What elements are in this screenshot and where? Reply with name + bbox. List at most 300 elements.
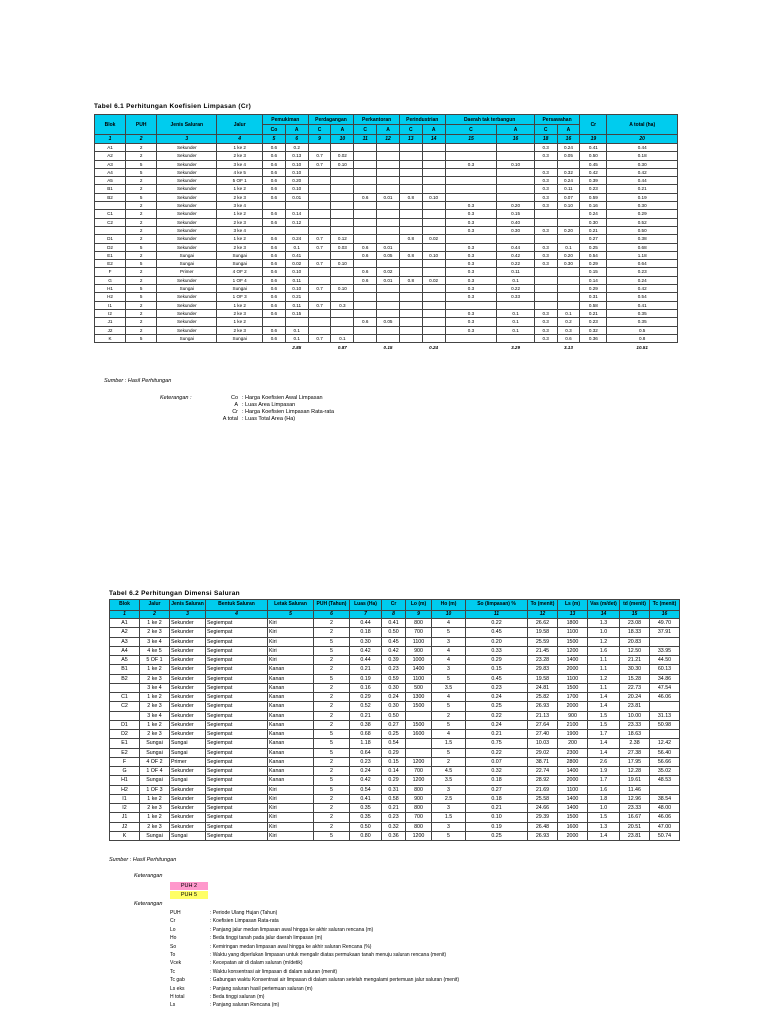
table-cell xyxy=(399,301,422,309)
table-cell: 0.5 xyxy=(607,326,678,334)
table2-header: To (menit) xyxy=(528,600,558,611)
table2-header: Ls (m) xyxy=(558,600,588,611)
table-cell: 29.02 xyxy=(528,748,558,757)
table-cell xyxy=(557,235,580,243)
legend-key: Lo xyxy=(170,926,176,933)
table-cell xyxy=(308,168,331,176)
legend-item xyxy=(180,416,334,423)
table-cell: 1.4 xyxy=(588,748,620,757)
table-cell: 0.1 xyxy=(497,326,534,334)
header-blok: Blok xyxy=(95,115,126,135)
table-cell: 700 xyxy=(406,767,432,776)
table-cell: 0.22 xyxy=(466,748,528,757)
table-cell: 0.38 xyxy=(607,235,678,243)
table-cell: 0.41 xyxy=(580,144,607,152)
table-cell: 0.16 xyxy=(350,683,382,692)
header-perdagangan: Perdagangan xyxy=(308,115,354,125)
table-cell xyxy=(377,334,400,342)
table-cell xyxy=(377,285,400,293)
table-cell: 26.62 xyxy=(528,619,558,628)
table-cell xyxy=(285,318,308,326)
table-cell: 0.41 xyxy=(285,251,308,259)
table-cell: 0.25 xyxy=(466,831,528,840)
table-cell: 0.54 xyxy=(607,293,678,301)
table-cell: 4 xyxy=(432,646,466,655)
table-cell xyxy=(354,226,377,234)
table-cell xyxy=(377,185,400,193)
table-cell: 4.5 xyxy=(432,767,466,776)
table-cell: Segiempat xyxy=(206,628,268,637)
table-cell: 0.3 xyxy=(445,243,497,251)
table-cell: 0.6 xyxy=(263,168,286,176)
table-cell: 1500 xyxy=(406,702,432,711)
table-cell: 0.24 xyxy=(382,693,406,702)
table-cell: 0.3 xyxy=(445,260,497,268)
table-cell: 0.68 xyxy=(607,243,678,251)
table-cell: 1 ke 2 xyxy=(217,144,263,152)
table-row xyxy=(95,251,678,259)
table-cell: 1100 xyxy=(406,674,432,683)
table2-header: Cr xyxy=(382,600,406,611)
table-cell: 0.29 xyxy=(580,260,607,268)
table1-source: Sumber : Hasil Perhitungan xyxy=(104,378,172,384)
table-cell: 48.00 xyxy=(650,804,680,813)
table-cell: 0.03 xyxy=(331,243,354,251)
table-cell: 1.5 xyxy=(588,711,620,720)
table-cell: 500 xyxy=(406,683,432,692)
table-cell xyxy=(354,309,377,317)
table-cell: 0.3 xyxy=(534,202,557,210)
table-cell: 1600 xyxy=(558,822,588,831)
table-cell: 0.58 xyxy=(580,301,607,309)
table-cell xyxy=(422,144,445,152)
column-number: 12 xyxy=(528,611,558,619)
table1-title: Tabel 6.1 Perhitungan Koefisien Limpasan (Cr) xyxy=(94,103,252,110)
table-cell: 3 ke 4 xyxy=(217,202,263,210)
table-cell xyxy=(497,185,534,193)
table2-legend-title2: Keterangan xyxy=(134,901,163,907)
table-cell: C1 xyxy=(95,210,126,218)
total-cell: 10.51 xyxy=(636,344,648,350)
table-cell: 0.3 xyxy=(534,309,557,317)
table-cell: 0.29 xyxy=(466,656,528,665)
table-cell: 0.16 xyxy=(580,202,607,210)
table-cell: 25.58 xyxy=(528,794,558,803)
table-cell xyxy=(377,218,400,226)
table-cell: 0.7 xyxy=(308,235,331,243)
table-cell: 0.23 xyxy=(580,318,607,326)
table-cell: 1200 xyxy=(558,646,588,655)
table-cell xyxy=(445,152,497,160)
table2-header: Bentuk Saluran xyxy=(206,600,268,611)
table-cell: 0.75 xyxy=(466,739,528,748)
total-cell xyxy=(534,343,557,352)
table-cell xyxy=(406,748,432,757)
table-cell: 0.42 xyxy=(607,168,678,176)
table-cell xyxy=(497,334,534,342)
table-cell: 0.15 xyxy=(285,309,308,317)
table-cell: 0.20 xyxy=(497,202,534,210)
table-cell: 0.02 xyxy=(285,260,308,268)
table-cell: 0.22 xyxy=(466,711,528,720)
table-cell: 0.33 xyxy=(497,293,534,301)
table-cell: 56.66 xyxy=(650,757,680,766)
table-cell: 0.29 xyxy=(382,776,406,785)
legend-key: Ls eks xyxy=(170,985,185,992)
table-cell xyxy=(422,218,445,226)
table-cell: Sungai xyxy=(140,739,170,748)
table-cell: 0.27 xyxy=(382,720,406,729)
table-row xyxy=(95,193,678,201)
table-cell: 2 xyxy=(314,683,350,692)
table-cell: A5 xyxy=(95,177,126,185)
table-cell: 38.71 xyxy=(528,757,558,766)
table-cell xyxy=(445,168,497,176)
table-row xyxy=(110,730,680,739)
table-cell xyxy=(534,160,557,168)
table-cell: 0.54 xyxy=(382,739,406,748)
table-cell: Segiempat xyxy=(206,619,268,628)
table-cell: 0.7 xyxy=(308,152,331,160)
table-cell xyxy=(422,309,445,317)
table-cell: 0.7 xyxy=(308,243,331,251)
table-cell: Sekunder xyxy=(157,152,217,160)
total-cell xyxy=(445,343,497,352)
table-cell: 0.3 xyxy=(534,226,557,234)
table-cell: 1100 xyxy=(558,674,588,683)
table-cell: 0.3 xyxy=(534,152,557,160)
table-cell: 0.3 xyxy=(534,185,557,193)
table-cell: 0.50 xyxy=(382,711,406,720)
table-cell: 0.19 xyxy=(466,822,528,831)
table-cell xyxy=(497,152,534,160)
table-cell: I2 xyxy=(95,309,126,317)
column-number: 4 xyxy=(217,135,263,144)
table-cell xyxy=(422,318,445,326)
table-cell xyxy=(399,318,422,326)
table-cell: 0.18 xyxy=(350,628,382,637)
table-cell: 0.6 xyxy=(354,193,377,201)
table-cell xyxy=(331,309,354,317)
table-cell: 0.41 xyxy=(382,619,406,628)
table-cell: 0.3 xyxy=(445,202,497,210)
table-cell: 28.92 xyxy=(528,776,558,785)
table-cell: 1 ke 2 xyxy=(217,210,263,218)
table-cell xyxy=(497,177,534,185)
table-cell: 0.44 xyxy=(607,177,678,185)
table-cell xyxy=(308,309,331,317)
table-cell xyxy=(285,226,308,234)
table-cell xyxy=(308,318,331,326)
table-cell: 1700 xyxy=(558,693,588,702)
table-cell xyxy=(377,160,400,168)
table-cell: Sungai xyxy=(140,831,170,840)
table-cell: 2 xyxy=(126,251,157,259)
table2-header: So (limpasan) % xyxy=(466,600,528,611)
table-cell: 5 xyxy=(314,831,350,840)
table-cell: 0.13 xyxy=(285,152,308,160)
table-cell: 900 xyxy=(406,794,432,803)
table-cell: Segiempat xyxy=(206,785,268,794)
table-cell: 0.31 xyxy=(382,785,406,794)
table-cell xyxy=(377,309,400,317)
table-cell: 0.42 xyxy=(580,168,607,176)
table-cell: 15.28 xyxy=(620,674,650,683)
table-cell: 0.12 xyxy=(285,218,308,226)
table-cell xyxy=(331,185,354,193)
table-cell: 47.00 xyxy=(650,822,680,831)
column-number: 19 xyxy=(580,135,607,144)
table-cell: 0.3 xyxy=(534,326,557,334)
table-cell: 1300 xyxy=(406,693,432,702)
table-cell: 2 xyxy=(314,656,350,665)
table-cell: B2 xyxy=(95,193,126,201)
table-cell: Sekunder xyxy=(170,785,206,794)
table-cell: 0.45 xyxy=(466,628,528,637)
table-cell xyxy=(650,730,680,739)
table-cell xyxy=(308,226,331,234)
table-cell: 1.2 xyxy=(588,637,620,646)
table-cell: B1 xyxy=(110,665,140,674)
table-cell xyxy=(377,152,400,160)
table-cell: 0.6 xyxy=(263,218,286,226)
header-puh: PUH xyxy=(126,115,157,135)
table2-column-number-row xyxy=(110,611,680,619)
table-cell: 1800 xyxy=(558,619,588,628)
table-cell: 0.1 xyxy=(285,326,308,334)
table-cell: 2300 xyxy=(558,748,588,757)
table-cell: 1 ke 2 xyxy=(217,235,263,243)
table-cell: 22.73 xyxy=(620,683,650,692)
table-cell xyxy=(557,301,580,309)
table-cell: 3.5 xyxy=(432,776,466,785)
table-cell: Sekunder xyxy=(170,711,206,720)
table-cell: 800 xyxy=(406,619,432,628)
table-cell: 29.39 xyxy=(528,813,558,822)
table-cell: 2 xyxy=(126,318,157,326)
table-cell: 0.11 xyxy=(285,276,308,284)
table-cell xyxy=(399,285,422,293)
table-cell: 2 ke 3 xyxy=(217,243,263,251)
legend-value: : Harga Koefisien Awal Limpasan xyxy=(242,395,323,401)
table-cell: 0.45 xyxy=(580,160,607,168)
table-cell: 49.70 xyxy=(650,619,680,628)
table-cell: 1.5 xyxy=(588,720,620,729)
legend-item xyxy=(170,976,459,984)
table-cell xyxy=(445,177,497,185)
table-cell: 0.6 xyxy=(354,318,377,326)
table-cell: Kanan xyxy=(268,693,314,702)
column-number-row xyxy=(95,135,678,144)
table2-header: Blok xyxy=(110,600,140,611)
table-cell xyxy=(331,276,354,284)
table-cell: 1.5 xyxy=(432,813,466,822)
table-cell: 0.52 xyxy=(607,218,678,226)
table-row xyxy=(110,794,680,803)
table-cell: 26.93 xyxy=(528,702,558,711)
table-cell: 5 xyxy=(314,730,350,739)
table-cell: 1.7 xyxy=(588,730,620,739)
table-cell: 2 xyxy=(126,202,157,210)
table-cell xyxy=(263,202,286,210)
column-number: 9 xyxy=(406,611,432,619)
column-number: 5 xyxy=(268,611,314,619)
table-cell: Sungai xyxy=(217,251,263,259)
table-cell: 0.25 xyxy=(466,702,528,711)
table-cell: 24.81 xyxy=(528,683,558,692)
table-cell: 5 xyxy=(314,739,350,748)
table-cell: K xyxy=(95,334,126,342)
table-cell: 0.50 xyxy=(350,822,382,831)
table-cell: Segiempat xyxy=(206,702,268,711)
table-cell xyxy=(399,152,422,160)
table-cell: 1 ke 2 xyxy=(217,185,263,193)
legend-key: H total xyxy=(170,993,185,1000)
table-cell: 1.18 xyxy=(607,251,678,259)
table-cell: 0.24 xyxy=(607,276,678,284)
table-cell: 800 xyxy=(406,785,432,794)
table-cell: 0.3 xyxy=(445,268,497,276)
column-number: 11 xyxy=(466,611,528,619)
table-cell: 0.02 xyxy=(422,276,445,284)
table-cell xyxy=(377,260,400,268)
table-cell xyxy=(331,226,354,234)
total-cell xyxy=(399,343,422,352)
table-cell: 0.29 xyxy=(350,693,382,702)
table-cell: 0.14 xyxy=(285,210,308,218)
table-cell: 1400 xyxy=(558,656,588,665)
table-row xyxy=(110,739,680,748)
table-cell xyxy=(354,210,377,218)
table-cell: Sungai xyxy=(170,739,206,748)
table-cell: 0.29 xyxy=(580,285,607,293)
table-cell: 0.3 xyxy=(534,144,557,152)
table-cell: Segiempat xyxy=(206,665,268,674)
column-number: 4 xyxy=(206,611,268,619)
table-cell xyxy=(399,210,422,218)
table-cell xyxy=(331,202,354,210)
table-cell: Sekunder xyxy=(170,767,206,776)
table-cell: 0.12 xyxy=(331,235,354,243)
table-cell: 5 xyxy=(432,720,466,729)
table-cell: 0.18 xyxy=(466,794,528,803)
table-cell: Sungai xyxy=(170,831,206,840)
legend-key: Ho xyxy=(170,935,177,942)
table-cell: 0.1 xyxy=(497,318,534,326)
table-cell: Sekunder xyxy=(170,683,206,692)
table-cell: Kiri xyxy=(268,656,314,665)
table-cell: Sekunder xyxy=(157,293,217,301)
total-cell: 0.15 xyxy=(383,344,393,350)
table-cell xyxy=(399,268,422,276)
table-row xyxy=(110,646,680,655)
table-cell: 0.3 xyxy=(534,260,557,268)
table-cell: Sekunder xyxy=(170,822,206,831)
table-cell xyxy=(95,226,126,234)
table-cell: 1000 xyxy=(406,656,432,665)
table-row xyxy=(95,152,678,160)
table-cell: 0.40 xyxy=(497,218,534,226)
table-cell xyxy=(354,260,377,268)
table-cell: 50.98 xyxy=(650,720,680,729)
table-cell: 5 xyxy=(432,748,466,757)
table-cell: 0.23 xyxy=(466,683,528,692)
table-cell: 3 ke 4 xyxy=(140,711,170,720)
table-cell xyxy=(422,285,445,293)
legend-value: : Waktu konsentrasi air limpasan di dalam saluran (menit) xyxy=(210,968,338,975)
table-cell: Sekunder xyxy=(157,168,217,176)
table-cell xyxy=(308,268,331,276)
table-cell xyxy=(557,210,580,218)
table-cell: 2 xyxy=(314,628,350,637)
table-cell: 0.42 xyxy=(350,776,382,785)
table-cell: 2 xyxy=(126,235,157,243)
table-cell: 4 xyxy=(432,619,466,628)
table-cell: 0.59 xyxy=(580,193,607,201)
table-cell: 0.3 xyxy=(445,210,497,218)
legend-value: : Luas Area Limpasan xyxy=(242,402,296,408)
table-cell: 2 xyxy=(314,794,350,803)
table-row xyxy=(110,757,680,766)
table-cell: 17.95 xyxy=(620,757,650,766)
table-cell: D1 xyxy=(110,720,140,729)
table-cell: Sekunder xyxy=(157,185,217,193)
table-cell xyxy=(354,152,377,160)
table-cell: H1 xyxy=(95,285,126,293)
table-cell: 2 xyxy=(126,226,157,234)
table-cell xyxy=(354,144,377,152)
table-cell: A5 xyxy=(110,656,140,665)
table-cell: 5 OF 1 xyxy=(140,656,170,665)
table1-legend xyxy=(180,395,334,423)
table-cell: Sekunder xyxy=(157,276,217,284)
legend-key: So xyxy=(170,943,177,950)
table-cell: 0.35 xyxy=(607,318,678,326)
total-cell xyxy=(580,343,607,352)
table-cell: 0.02 xyxy=(422,235,445,243)
table-cell: 0.3 xyxy=(534,318,557,326)
table-cell: 0.3 xyxy=(534,251,557,259)
table-cell: 0.1 xyxy=(497,276,534,284)
table-cell: Sekunder xyxy=(170,646,206,655)
table-row xyxy=(110,637,680,646)
table-cell xyxy=(354,218,377,226)
table-cell xyxy=(377,301,400,309)
table-row xyxy=(95,334,678,342)
table-cell: Kanan xyxy=(268,683,314,692)
subheader-6: C xyxy=(399,125,422,135)
column-number: 11 xyxy=(354,135,377,144)
table-cell: Sekunder xyxy=(157,210,217,218)
total-cell xyxy=(354,343,377,352)
table-cell xyxy=(399,144,422,152)
table-cell: D2 xyxy=(110,730,140,739)
table-cell: 2 xyxy=(126,268,157,276)
table-cell: 26.93 xyxy=(528,831,558,840)
table-cell xyxy=(308,202,331,210)
table-cell: 0.30 xyxy=(557,260,580,268)
column-number: 20 xyxy=(607,135,678,144)
header-daerah-tak-terbangun: Daerah tak terbangun xyxy=(445,115,534,125)
table-cell: 0.21 xyxy=(580,226,607,234)
table-cell: 2 xyxy=(126,301,157,309)
table-cell: 2 ke 3 xyxy=(140,730,170,739)
table-cell xyxy=(95,202,126,210)
table-cell xyxy=(399,160,422,168)
table-cell: Sungai xyxy=(217,334,263,342)
table-cell: F xyxy=(95,268,126,276)
table-cell: A3 xyxy=(110,637,140,646)
